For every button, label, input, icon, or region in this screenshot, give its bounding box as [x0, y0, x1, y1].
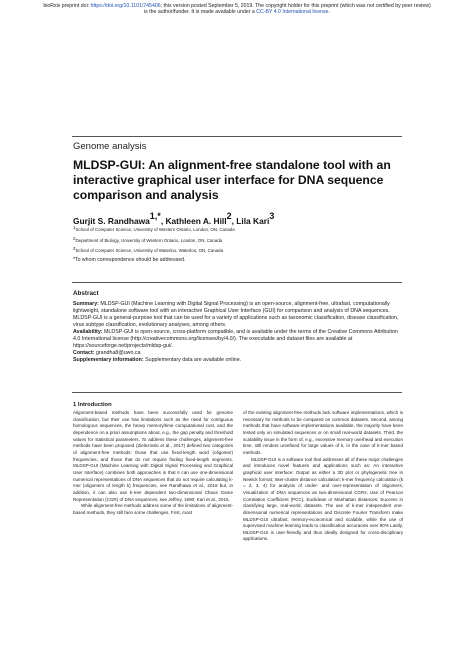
introduction-heading: 1 Introduction [73, 402, 112, 408]
paper-title: MLDSP-GUI: An alignment-free standalone tool with an interactive graphical user interface for DNA sequence comparison and analysis [73, 158, 391, 202]
preprint-notice [0, 3, 474, 16]
summary-text: MLDSP-GUI (Machine Learning with Digital Signal Processing) is an open-source, alignment-free, ultrafast, computationally lightweight, standalone software tool with an interactive Graphical User Interface (GUI) for comparison and analysis of DNA sequences. MLDSP-GUI is a general-purpose tool that can be used for a variety of applications such as taxonomic classification, disease classification, virus subtype classification, evolutionary analyses, among others. [73, 301, 399, 329]
supplementary-text: Supplementary data are available online. [143, 357, 242, 364]
intro-right-column [243, 410, 403, 543]
author-affiliation-mark: 1,* [149, 211, 161, 221]
doi-link[interactable]: https://doi.org/10.1101/745406 [90, 3, 161, 9]
availability-label: Availability: [73, 329, 103, 336]
affiliation-mark: 2 [73, 235, 76, 241]
intro-left-column [73, 410, 233, 517]
preprint-license-prefix: is the author/funder. It is made available under a [144, 9, 257, 16]
abstract-bottom-rule [72, 392, 402, 393]
author-separator: , [231, 216, 237, 226]
abstract [73, 290, 403, 364]
author-name: Lila Kari [236, 216, 270, 226]
affiliation-text: Department of Biology, University of Western Ontario, London, ON, Canada [75, 237, 223, 243]
preprint-line-2 [0, 9, 474, 15]
affiliation-mark: 3 [73, 246, 76, 252]
preprint-copyright-text: ; this version posted September 5, 2019. The copyright holder for this preprint (which was not certified by peer review) [160, 3, 431, 9]
abstract-supplementary [73, 357, 403, 364]
affiliation-mark: 1 [73, 225, 76, 230]
top-rule [72, 136, 402, 137]
author-separator: , [160, 216, 166, 226]
affiliations [73, 224, 403, 264]
section-label: Genome analysis [73, 141, 147, 152]
abstract-top-rule [72, 282, 402, 283]
license-link[interactable]: CC-BY 4.0 International license [256, 9, 329, 16]
abstract-heading: Abstract [73, 290, 99, 297]
summary-label: Summary: [73, 301, 99, 307]
abstract-summary [73, 301, 403, 329]
abstract-contact [73, 350, 403, 357]
preprint-doi-prefix: bioRxiv preprint doi: [43, 3, 91, 9]
abstract-availability [73, 329, 403, 350]
affiliation-text: School of Computer Science, University of Waterloo, Waterloo, ON, Canada [75, 248, 224, 254]
affiliation [73, 235, 403, 246]
paragraph: of the existing alignment-free methods lack software implementations, which is necessary for methods to be compared on common datasets. Second, among methods that have software implementations available, the majority have been tested only on simulated sequences or on small real-world datasets. Third, the scalability issue in the form of, e.g., excessive memory overhead and execution time, still renders unrefined for large values of k, in the case of k-mer based methods. [243, 410, 403, 455]
affiliation [73, 245, 403, 256]
correspondence-note: *To whom correspondence should be addressed. [73, 256, 186, 263]
abstract-body [73, 301, 403, 364]
contact-label: Contact: [73, 350, 95, 357]
affiliation [73, 224, 403, 235]
author-affiliation-mark: 2 [226, 211, 232, 221]
author-name: Gurjit S. Randhawa [73, 216, 150, 226]
author-name: Kathleen A. Hill [165, 216, 227, 226]
paragraph: MLDSP-GUI is a software tool that addresses all of these major challenges and introduces novel features and applications such as: An interactive graphical user interface: Output as either a 3D plot or phylogenetic tree in Newick format; Inter-cluster distance calculation; k-mer frequency calculation (k = 2, 3, 4) for analysis of under- and over-representation of oligomers; Visualization of DNA sequences as two-dimensional CGRs; Use of Pearson Correlation Coefficient (PCC), Euclidean or Manhattan distances; Success in classifying large, real-world, datasets. The use of k-mer independent one-dimensional numerical representations and Discrete Fourier Transform make MLDSP-GUI ultrafast, memory-economical and scalable, while the use of supervised machine learning leads to classification accuracies over 90% Lastly, MLDSP-GUI is user-friendly and thus ideally designed for cross-disciplinary applications. [243, 456, 403, 542]
paragraph: While alignment-free methods address some of the limitations of alignment-based methods, they still face some challenges. First, most [73, 503, 233, 515]
author-affiliation-mark: 3 [269, 211, 275, 221]
preprint-license-suffix: . [328, 9, 330, 16]
supplementary-label: Supplementary information: [73, 357, 144, 364]
affiliation-text: School of Computer Science, University of Western Ontario, London, ON, Canada [75, 227, 235, 232]
paragraph: Alignment-based methods have been successfully used for genome classification, but their use has limitations such as the need for contiguous homologous sequences, the heavy memory/time computational cost, and the dependence on a priori assumptions about, e.g., the gap penalty and threshold values for statistical parameters. To address these challenges, alignment-free methods have been proposed (Zielezinski et al., 2017) defined two categories of alignment-free methods: those that use fixed-length word (oligomer) frequencies, and those that do not require finding fixed-length segments. MLDSP-GUI (Machine Learning with Digital Signal Processing and Graphical User Interface) combines both approaches in that it can use one-dimensional numerical representations of DNA sequences that do not require calculating k-mer (oligomers of length k) frequencies, see Randhawa et al., 2019 but, in addition, it can also use k-mer dependent two-dimensional Chaos Game Representation (CGR) of DNA sequences, see Jeffrey, 1990; Kari et al., 2015. [73, 410, 233, 502]
availability-text: MLDSP-GUI is open-source, cross-platform compatible, and is available under the terms of the Creative Commons Attribution 4.0 International license (http://creativecommons.org/licenses/by/4.0/). The executable and dataset files are available at https://sourceforge.net/projects/mldsp-gui/. [73, 329, 398, 350]
contact-text: grandha8@uwo.ca [94, 350, 141, 357]
